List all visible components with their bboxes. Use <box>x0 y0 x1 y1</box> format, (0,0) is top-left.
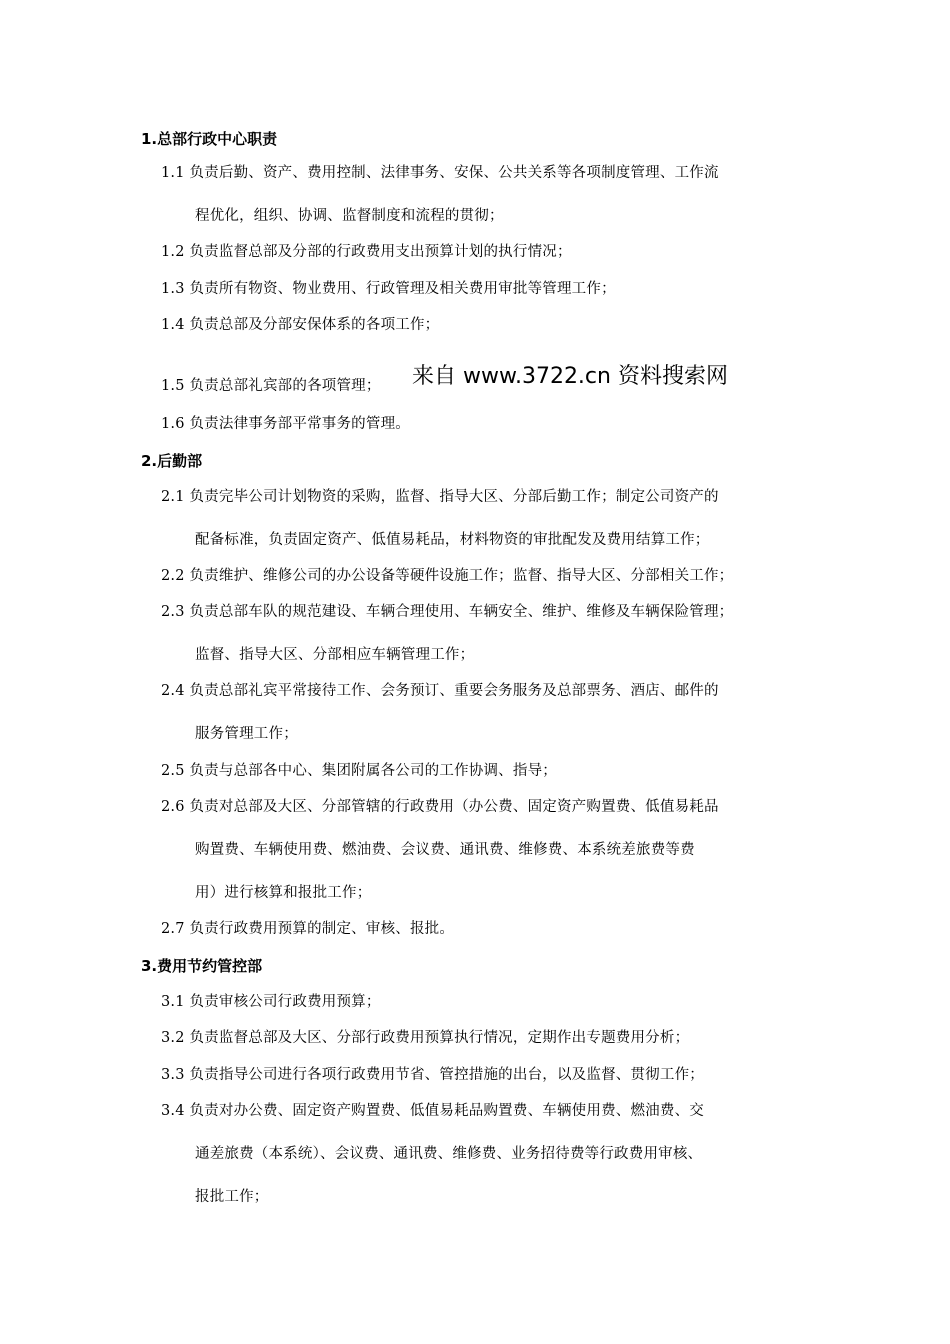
item-2-3-line2: 监督、指导大区、分部相应车辆管理工作； <box>195 647 475 663</box>
item-3-2: 3.2 负责监督总部及大区、分部行政费用预算执行情况，定期作出专题费用分析； <box>161 1030 690 1046</box>
item-2-6-line2: 购置费、车辆使用费、燃油费、会议费、通讯费、维修费、本系统差旅费等费 <box>195 842 695 858</box>
item-2-1-line2: 配备标准，负责固定资产、低值易耗品，材料物资的审批配发及费用结算工作； <box>195 532 710 548</box>
item-3-1: 3.1 负责审核公司行政费用预算； <box>161 994 381 1010</box>
item-2-6-line1: 2.6 负责对总部及大区、分部管辖的行政费用（办公费、固定资产购置费、低值易耗品 <box>161 799 719 815</box>
item-1-2: 1.2 负责监督总部及分部的行政费用支出预算计划的执行情况； <box>161 244 572 260</box>
item-1-5: 1.5 负责总部礼宾部的各项管理； <box>161 378 381 394</box>
item-2-4-line2: 服务管理工作； <box>195 726 298 742</box>
item-2-3-line1: 2.3 负责总部车队的规范建设、车辆合理使用、车辆安全、维护、维修及车辆保险管理； <box>161 604 734 620</box>
item-3-3: 3.3 负责指导公司进行各项行政费用节省、管控措施的出台，以及监督、贯彻工作； <box>161 1067 704 1083</box>
item-1-4: 1.4 负责总部及分部安保体系的各项工作； <box>161 317 440 333</box>
item-2-7: 2.7 负责行政费用预算的制定、审核、报批。 <box>161 921 455 937</box>
item-1-3: 1.3 负责所有物资、物业费用、行政管理及相关费用审批等管理工作； <box>161 281 616 297</box>
section-heading-2: 2.后勤部 <box>141 452 203 470</box>
item-2-5: 2.5 负责与总部各中心、集团附属各公司的工作协调、指导； <box>161 763 557 779</box>
item-2-1-line1: 2.1 负责完毕公司计划物资的采购，监督、指导大区、分部后勤工作；制定公司资产的 <box>161 489 719 505</box>
item-1-6: 1.6 负责法律事务部平常事务的管理。 <box>161 416 410 432</box>
item-1-1-line2: 程优化，组织、协调、监督制度和流程的贯彻； <box>195 208 504 224</box>
section-heading-1: 1.总部行政中心职责 <box>141 130 278 148</box>
item-2-2: 2.2 负责维护、维修公司的办公设备等硬件设施工作；监督、指导大区、分部相关工作； <box>161 568 734 584</box>
item-3-4-line1: 3.4 负责对办公费、固定资产购置费、低值易耗品购置费、车辆使用费、燃油费、交 <box>161 1103 704 1119</box>
item-3-4-line3: 报批工作； <box>195 1189 269 1205</box>
item-2-6-line3: 用）进行核算和报批工作； <box>195 885 372 901</box>
item-2-4-line1: 2.4 负责总部礼宾平常接待工作、会务预订、重要会务服务及总部票务、酒店、邮件的 <box>161 683 719 699</box>
item-1-1-line1: 1.1 负责后勤、资产、费用控制、法律事务、安保、公共关系等各项制度管理、工作流 <box>161 165 719 181</box>
watermark-text: 来自 www.3722.cn 资料搜索网 <box>412 364 728 389</box>
section-heading-3: 3.费用节约管控部 <box>141 957 263 975</box>
item-3-4-line2: 通差旅费（本系统）、会议费、通讯费、维修费、业务招待费等行政费用审核、 <box>195 1146 703 1162</box>
